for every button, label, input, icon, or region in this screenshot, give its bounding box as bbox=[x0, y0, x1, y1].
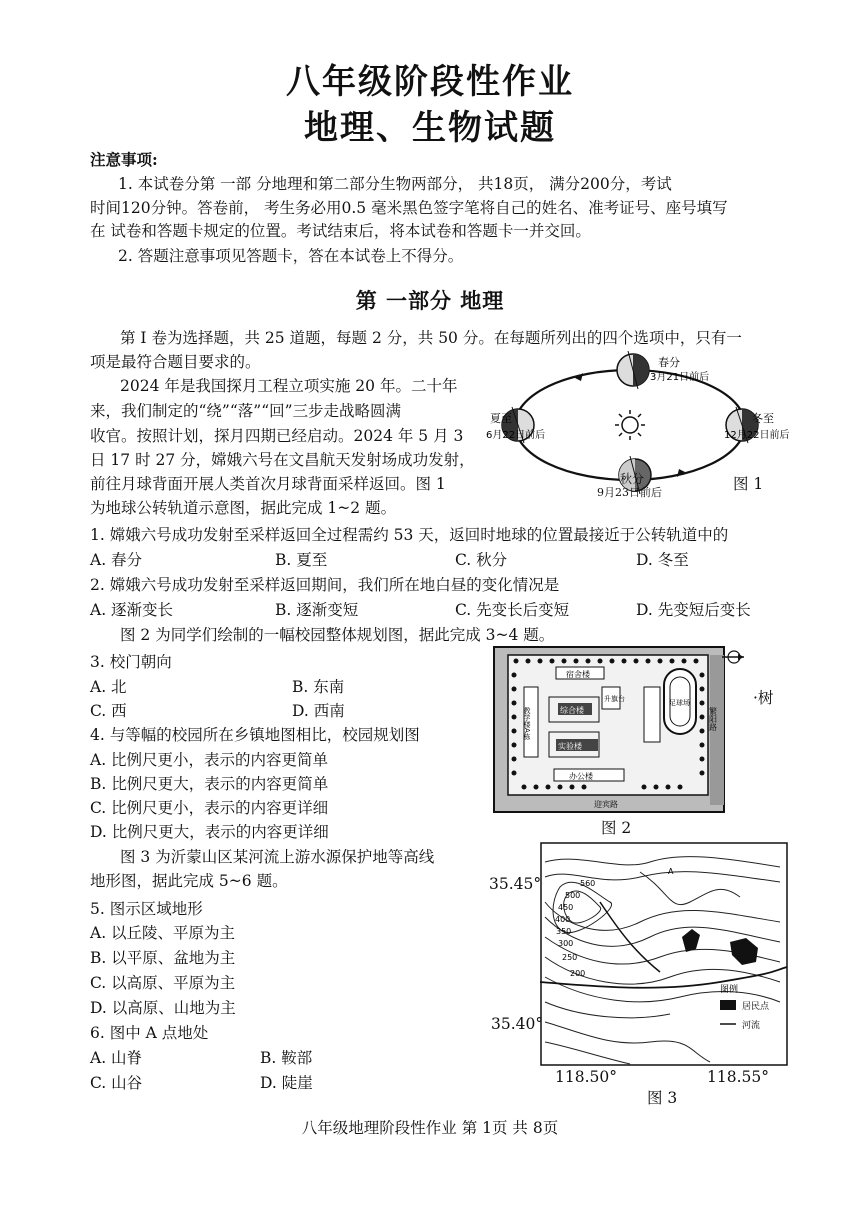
earth-spring-icon bbox=[617, 351, 649, 389]
q6-stem: 6. 图中 A 点地处 bbox=[90, 1024, 209, 1042]
contour-label-250: 250 bbox=[562, 953, 578, 962]
contour-label-200: 200 bbox=[570, 969, 586, 978]
q3-option-d: D. 西南 bbox=[292, 702, 345, 720]
figure-3-contour-map bbox=[540, 842, 790, 1067]
intro-line1: 第 I 卷为选择题，共 25 道题，每题 2 分，共 50 分。在每题所列出的四个选项中，只有一 bbox=[120, 329, 742, 347]
label-dongzhi-date: 12月22日前后 bbox=[724, 430, 790, 441]
passage2: 图 2 为同学们绘制的一幅校园整体规划图，据此完成 3~4 题。 bbox=[120, 626, 555, 644]
passage3-line2: 地形图，据此完成 5~6 题。 bbox=[90, 872, 288, 890]
q5-option-d: D. 以高原、山地为主 bbox=[90, 999, 236, 1017]
fig2-mid-building1: 综合楼 bbox=[560, 706, 584, 715]
notice-item1-line2: 时间120分钟。答卷前， 考生务必用0.5 毫米黑色签字笔将自己的姓名、准考证号、座号填写 bbox=[90, 199, 728, 217]
q4-option-c: C. 比例尺更小，表示的内容更详细 bbox=[90, 799, 329, 817]
q2-option-d: D. 先变短后变长 bbox=[636, 601, 751, 619]
q1-option-c: C. 秋分 bbox=[455, 551, 508, 569]
q3-option-a: A. 北 bbox=[90, 678, 127, 696]
q1-option-b: B. 夏至 bbox=[275, 551, 328, 569]
notice-label: 注意事项: bbox=[90, 150, 158, 169]
passage1-line3: 收官。按照计划，探月四期已经启动。2024 年 5 月 3 bbox=[90, 427, 464, 445]
q2-option-c: C. 先变长后变短 bbox=[455, 601, 570, 619]
notice-item1-line3: 在 试卷和答题卡规定的位置。考试结束后，将本试卷和答题卡一并交回。 bbox=[90, 222, 591, 240]
q3-option-b: B. 东南 bbox=[292, 678, 345, 696]
fig3-lat-bottom: 35.40° bbox=[491, 1015, 544, 1033]
contour-label-350: 350 bbox=[556, 927, 572, 936]
fig2-bottom-building: 办公楼 bbox=[569, 772, 593, 781]
contour-label-500: 500 bbox=[565, 891, 581, 900]
q6-option-c: C. 山谷 bbox=[90, 1074, 143, 1092]
q5-option-a: A. 以丘陵、平原为主 bbox=[90, 924, 236, 942]
fig3-lat-top: 35.45° bbox=[489, 875, 542, 893]
q1-option-a: A. 春分 bbox=[90, 551, 143, 569]
q2-option-a: A. 逐渐变长 bbox=[90, 601, 174, 619]
fig2-road-label: 迎宾路 bbox=[594, 800, 618, 809]
passage1-line6: 为地球公转轨道示意图，据此完成 1~2 题。 bbox=[90, 499, 397, 517]
q4-stem: 4. 与等幅的校园所在乡镇地图相比，校园规划图 bbox=[90, 726, 420, 744]
page-footer: 八年级地理阶段性作业 第 1页 共 8页 bbox=[301, 1119, 559, 1137]
sun-icon bbox=[615, 410, 645, 440]
fig2-tree-legend: ·树 bbox=[753, 689, 774, 707]
fig3-lon-left: 118.50° bbox=[555, 1068, 617, 1086]
notice-item2: 2. 答题注意事项见答题卡，答在本试卷上不得分。 bbox=[118, 247, 464, 265]
fig2-mid-small: 升旗台 bbox=[604, 695, 625, 703]
legend-river: 河流 bbox=[742, 1021, 761, 1031]
label-dongzhi: 冬至 bbox=[752, 412, 774, 425]
fig2-mid-building2: 实验楼 bbox=[558, 742, 582, 751]
label-xiazhi: 夏至 bbox=[490, 412, 512, 425]
q5-option-c: C. 以高原、平原为主 bbox=[90, 974, 236, 992]
label-chunfen: 春分 bbox=[658, 356, 680, 369]
label-chunfen-date: 3月21日前后 bbox=[650, 372, 710, 383]
q2-option-b: B. 逐渐变短 bbox=[275, 601, 359, 619]
q3-stem: 3. 校门朝向 bbox=[90, 653, 172, 671]
label-qiufen: 秋分 bbox=[620, 472, 645, 486]
page-title-line1: 八年级阶段性作业 bbox=[286, 62, 574, 102]
passage1-line2: 来，我们制定的“绕”“落”“回”三步走战略圆满 bbox=[90, 402, 402, 420]
fig2-right-road: 繁阳路 bbox=[708, 707, 718, 731]
legend-title: 图例 bbox=[720, 985, 739, 995]
label-xiazhi-date: 6月22日前后 bbox=[486, 430, 546, 441]
passage3-line1: 图 3 为沂蒙山区某河流上游水源保护地等高线 bbox=[120, 848, 435, 866]
label-qiufen-date: 9月23日前后 bbox=[597, 486, 662, 499]
q5-stem: 5. 图示区域地形 bbox=[90, 900, 203, 918]
legend-settlement: 居民点 bbox=[742, 1002, 770, 1012]
point-a-label: A bbox=[668, 867, 674, 876]
legend-settlement-swatch bbox=[720, 1000, 736, 1010]
figure-1-caption: 图 1 bbox=[733, 475, 764, 493]
figure-3-caption: 图 3 bbox=[647, 1089, 678, 1107]
contour-label-450: 450 bbox=[558, 903, 574, 912]
q4-option-d: D. 比例尺更大，表示的内容更详细 bbox=[90, 823, 329, 841]
figure-2-campus-plan bbox=[494, 647, 744, 812]
q1-stem: 1. 嫦娥六号成功发射至采样返回全过程需约 53 天，返回时地球的位置最接近于公转轨道中的 bbox=[90, 526, 729, 544]
intro-line2: 项是最符合题目要求的。 bbox=[90, 353, 261, 371]
page-title-line2: 地理、生物试题 bbox=[304, 108, 556, 148]
contour-label-300: 300 bbox=[558, 939, 574, 948]
north-arrow-icon bbox=[722, 651, 744, 663]
section-title: 第 一部分 地理 bbox=[355, 289, 505, 313]
q5-option-b: B. 以平原、盆地为主 bbox=[90, 949, 236, 967]
contour-label-560: 560 bbox=[580, 879, 596, 888]
figure-2-caption: 图 2 bbox=[601, 819, 632, 837]
passage1-line4: 日 17 时 27 分，嫦娥六号在文昌航天发射场成功发射， bbox=[90, 451, 475, 469]
fig2-left-building: 教学楼A栋 bbox=[523, 707, 531, 740]
q2-stem: 2. 嫦娥六号成功发射至采样返回期间，我们所在地白昼的变化情况是 bbox=[90, 576, 560, 594]
q6-option-d: D. 陡崖 bbox=[260, 1074, 313, 1092]
passage1-line1: 2024 年是我国探月工程立项实施 20 年。二十年 bbox=[120, 377, 458, 395]
fig2-right-building: 足球场 bbox=[669, 699, 690, 707]
fig3-lon-right: 118.55° bbox=[707, 1068, 769, 1086]
q3-option-c: C. 西 bbox=[90, 702, 127, 720]
q4-option-b: B. 比例尺更大，表示的内容更简单 bbox=[90, 775, 329, 793]
contour-label-400: 400 bbox=[555, 915, 571, 924]
fig2-top-building: 宿舍楼 bbox=[566, 670, 590, 679]
q4-option-a: A. 比例尺更小，表示的内容更简单 bbox=[90, 751, 329, 769]
notice-item1-line1: 1. 本试卷分第 一部 分地理和第二部分生物两部分， 共18页， 满分200分，考试 bbox=[118, 175, 672, 193]
passage1-line5: 前往月球背面开展人类首次月球背面采样返回。图 1 bbox=[90, 475, 446, 493]
q1-option-d: D. 冬至 bbox=[636, 551, 689, 569]
q6-option-a: A. 山脊 bbox=[90, 1049, 143, 1067]
q6-option-b: B. 鞍部 bbox=[260, 1049, 313, 1067]
